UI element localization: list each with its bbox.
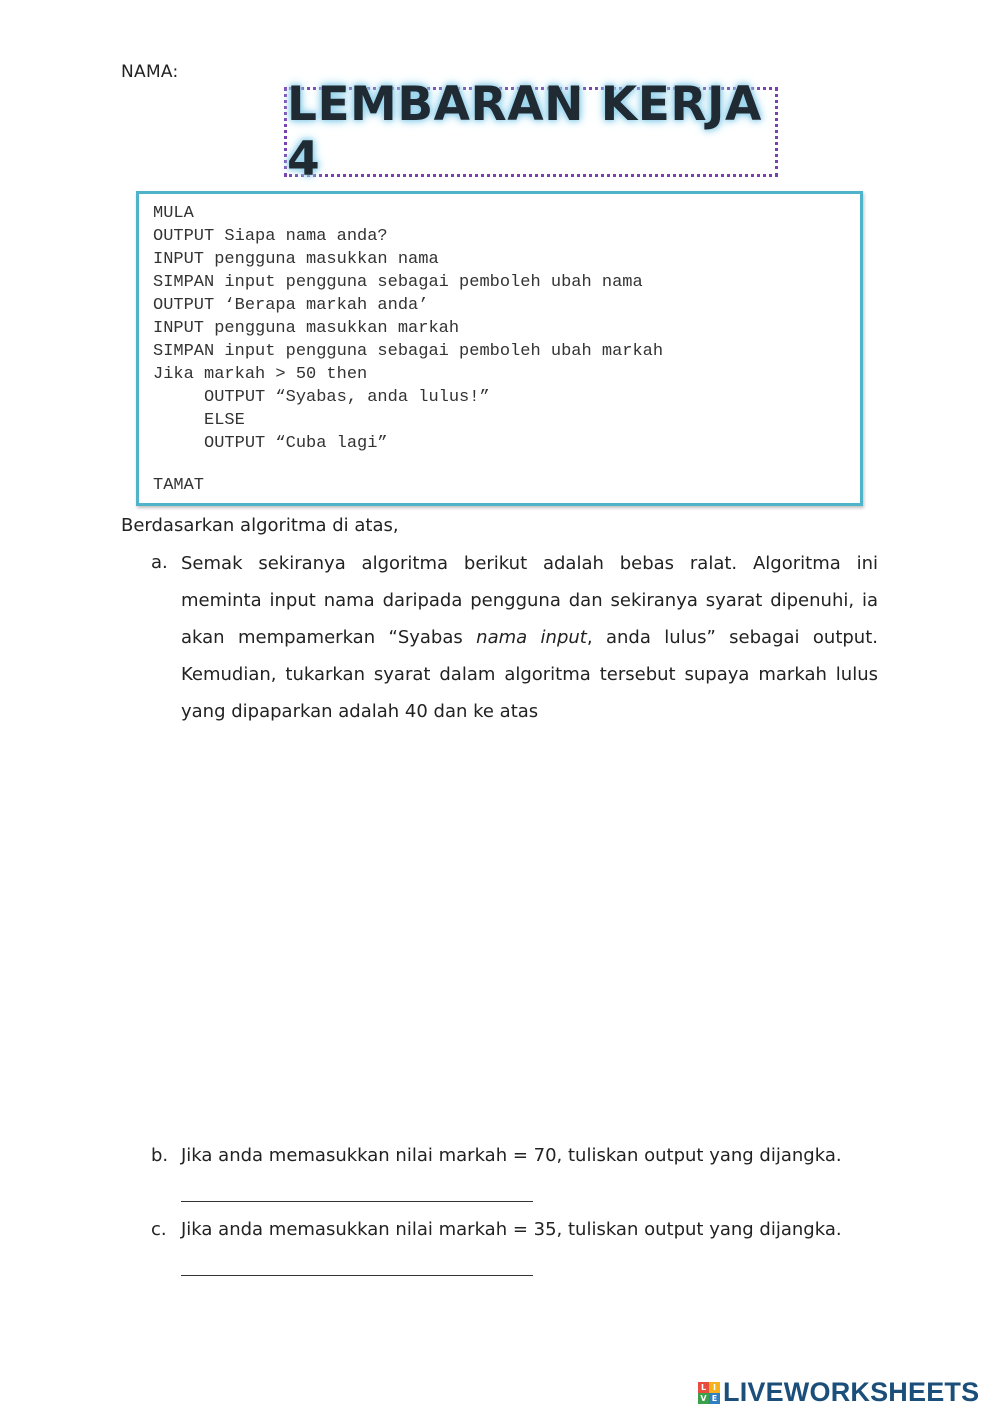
- question-a-part: Semak sekiranya algoritma berikut adalah bebas ralat. Algoritma ini meminta input nama daripada pengguna dan sekiranya syarat dipenuhi, ia akan mempamerkan “Syabas: [181, 553, 878, 648]
- code-line: SIMPAN input pengguna sebagai pemboleh ubah nama: [153, 273, 643, 292]
- answer-line-c[interactable]: [181, 1275, 533, 1276]
- question-a-label: a.: [151, 552, 168, 573]
- code-line: OUTPUT Siapa nama anda?: [153, 227, 388, 246]
- question-a-italic: nama input: [476, 627, 587, 648]
- code-line: MULA: [153, 204, 194, 223]
- algorithm-box: [136, 191, 863, 506]
- logo-icon-letter: V: [698, 1393, 709, 1404]
- code-line-end: TAMAT: [153, 476, 205, 495]
- answer-line-b[interactable]: [181, 1201, 533, 1202]
- code-line: OUTPUT “Cuba lagi”: [153, 434, 388, 453]
- question-a-part: , anda lulus” sebagai output. Kemudian, tukarkan syarat dalam algoritma tersebut supaya markah lulus yang dipaparkan adalah 40 dan ke atas: [181, 627, 878, 722]
- worksheet-title: LEMBARAN KERJA 4: [287, 77, 762, 187]
- question-c-text: Jika anda memasukkan nilai markah = 35, tuliskan output yang dijangka.: [181, 1219, 842, 1240]
- code-line: OUTPUT ‘Berapa markah anda’: [153, 296, 429, 315]
- question-b-text: Jika anda memasukkan nilai markah = 70, tuliskan output yang dijangka.: [181, 1145, 842, 1166]
- logo-icon-letter: L: [698, 1382, 709, 1393]
- question-a-text: [181, 545, 878, 730]
- name-label: NAMA:: [121, 62, 179, 82]
- algorithm-code: [153, 202, 663, 497]
- code-line: INPUT pengguna masukkan nama: [153, 250, 439, 269]
- code-line: SIMPAN input pengguna sebagai pemboleh ubah markah: [153, 342, 664, 361]
- question-c-label: c.: [151, 1219, 167, 1240]
- logo-text: LIVEWORKSHEETS: [723, 1377, 980, 1407]
- intro-text: Berdasarkan algoritma di atas,: [121, 515, 399, 536]
- liveworksheets-logo: [698, 1377, 979, 1408]
- logo-icon-letter: E: [709, 1393, 720, 1404]
- code-line: INPUT pengguna masukkan markah: [153, 319, 460, 338]
- question-b-label: b.: [151, 1145, 169, 1166]
- code-line: OUTPUT “Syabas, anda lulus!”: [153, 388, 490, 407]
- logo-icon-letter: I: [709, 1382, 720, 1393]
- code-line: ELSE: [153, 411, 245, 430]
- liveworksheets-icon: [698, 1382, 720, 1404]
- code-line: Jika markah > 50 then: [153, 365, 368, 384]
- title-box: [284, 77, 778, 187]
